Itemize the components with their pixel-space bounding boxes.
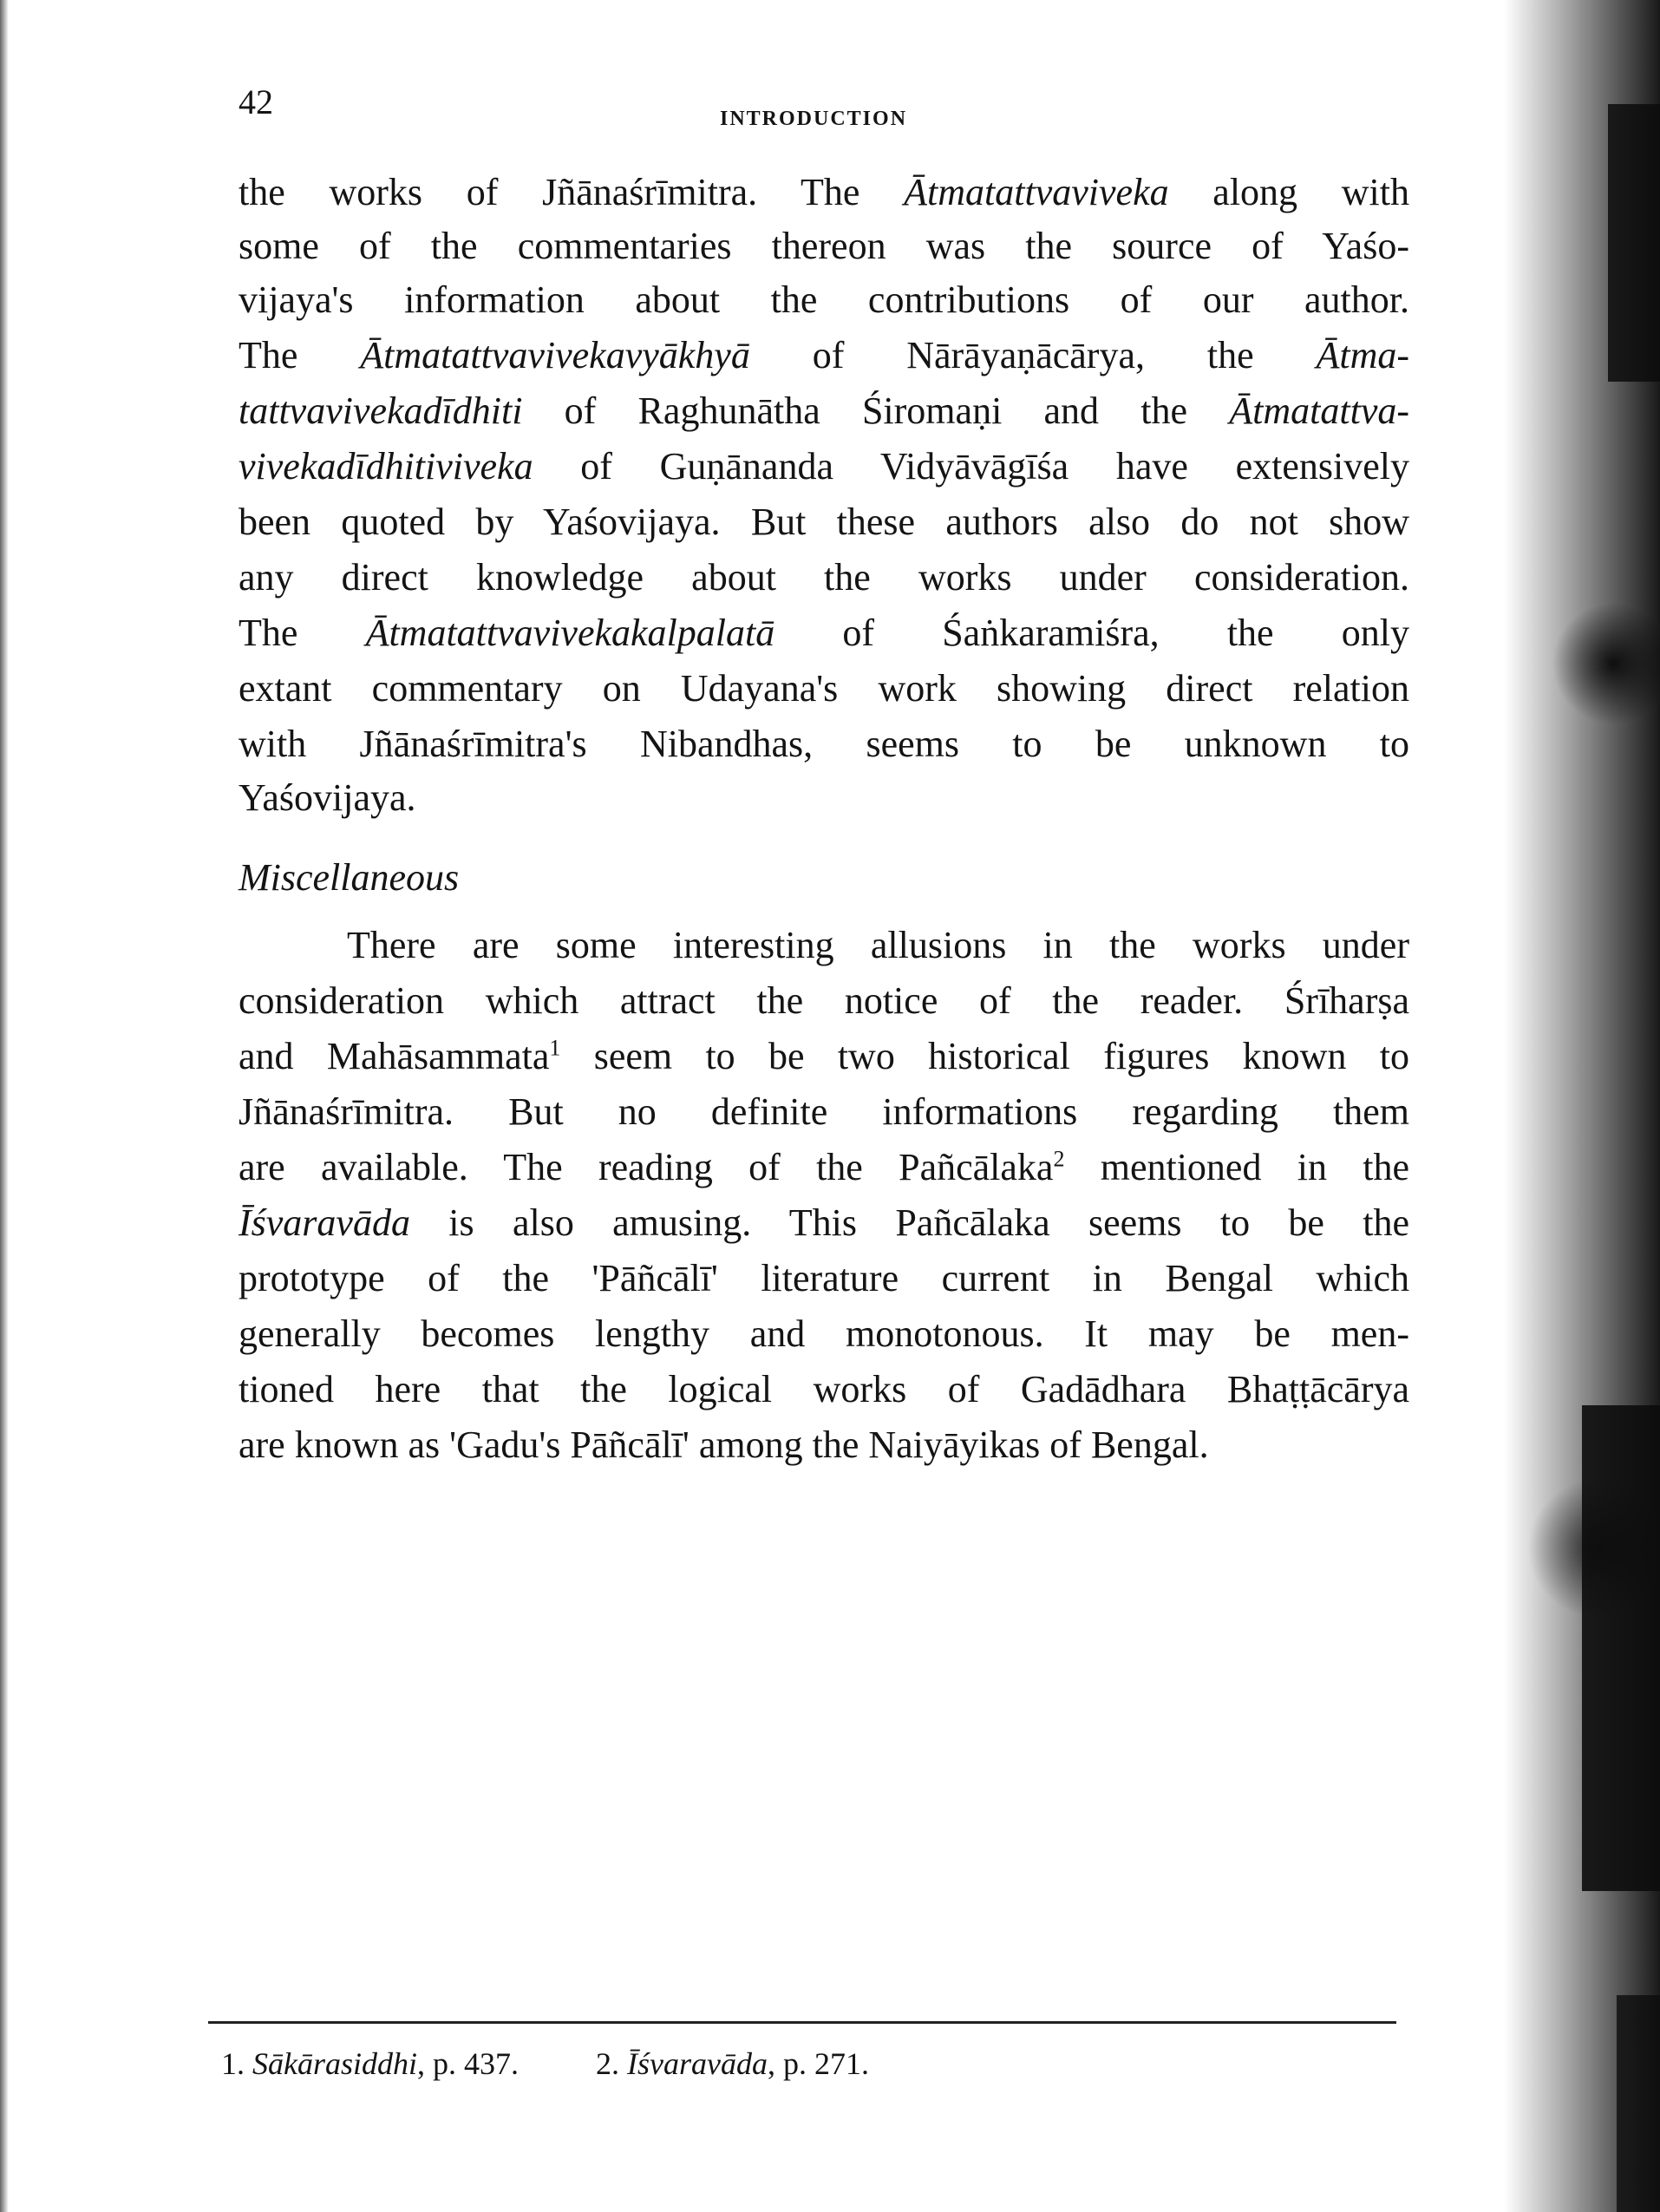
scan-edge-dark-band-3 <box>1617 1995 1660 2212</box>
paragraph-1-line-10: extant commentary on Udayana's work showing direct relation <box>239 667 1409 710</box>
scan-edge-dark-band-1 <box>1608 104 1660 382</box>
paragraph-2-line-4: Jñānaśrīmitra. But no definite informations regarding them <box>239 1090 1409 1133</box>
paragraph-1-line-11: with Jñānaśrīmitra's Nibandhas, seems to be unknown to <box>239 723 1409 765</box>
footnote-2: 2. Īśvaravāda, p. 271. <box>596 2046 869 2081</box>
page-number: 42 <box>239 82 273 121</box>
footnote-1: 1. Sākārasiddhi, p. 437. <box>221 2046 520 2081</box>
paragraph-2-line-5: are available. The reading of the Pañcālaka$^2$ mentioned in the <box>239 1146 1409 1188</box>
paragraph-1-line-6: vivekadīdhitiviveka of Guṇānanda Vidyāvāgīśa have extensively <box>239 445 1409 488</box>
running-head: INTRODUCTION <box>720 108 908 130</box>
footnote-ref-2: 2 <box>1053 1146 1065 1172</box>
paragraph-1-line-9: The Ātmatattvavivekakalpalatā of Śaṅkaramiśra, the only <box>239 612 1409 654</box>
footnote-ref-1: 1 <box>549 1035 561 1061</box>
paragraph-1-line-7: been quoted by Yaśovijaya. But these authors also do not show <box>239 501 1409 543</box>
paragraph-2-line-6: Īśvaravāda is also amusing. This Pañcālaka seems to be the <box>239 1201 1409 1244</box>
footnote-divider <box>208 2021 1396 2024</box>
footnotes <box>221 2045 938 2082</box>
paragraph-1-line-4: The Ātmatattvavivekavyākhyā of Nārāyaṇācārya, the Ātma- <box>239 334 1410 376</box>
paragraph-2-line-7: prototype of the 'Pāñcālī' literature current in Bengal which <box>239 1257 1409 1299</box>
paragraph-2-line-1: There are some interesting allusions in the works under <box>347 924 1409 966</box>
paragraph-1-line-5: tattvavivekadīdhiti of Raghunātha Śiromaṇi and the Ātmatattva- <box>239 389 1409 432</box>
scan-edge-dark-band-2 <box>1582 1405 1660 1891</box>
scan-left-edge-shadow <box>0 0 9 2212</box>
paragraph-2-line-3: and Mahāsammata$^1$ seem to be two historical figures known to <box>239 1035 1409 1077</box>
paragraph-1-line-3: vijaya's information about the contributions of our author. <box>239 278 1409 321</box>
paragraph-2-line-8: generally becomes lengthy and monotonous. It may be men- <box>239 1312 1409 1355</box>
paragraph-2-line-10: are known as 'Gadu's Pāñcālī' among the Naiyāyikas of Bengal. <box>239 1423 1209 1466</box>
paragraph-1-line-1: the works of Jñānaśrīmitra. The Ātmatattvaviveka along with <box>239 171 1409 213</box>
paragraph-1-line-2: some of the commentaries thereon was the source of Yaśo- <box>239 225 1409 267</box>
paragraph-1-line-8: any direct knowledge about the works under consideration. <box>239 556 1409 599</box>
paragraph-2-line-9: tioned here that the logical works of Gadādhara Bhaṭṭācārya <box>239 1368 1409 1410</box>
section-heading-miscellaneous: Miscellaneous <box>239 856 460 899</box>
paragraph-1-line-12: Yaśovijaya. <box>239 776 416 819</box>
paragraph-2-line-2: consideration which attract the notice of the reader. Śrīharṣa <box>239 979 1409 1022</box>
